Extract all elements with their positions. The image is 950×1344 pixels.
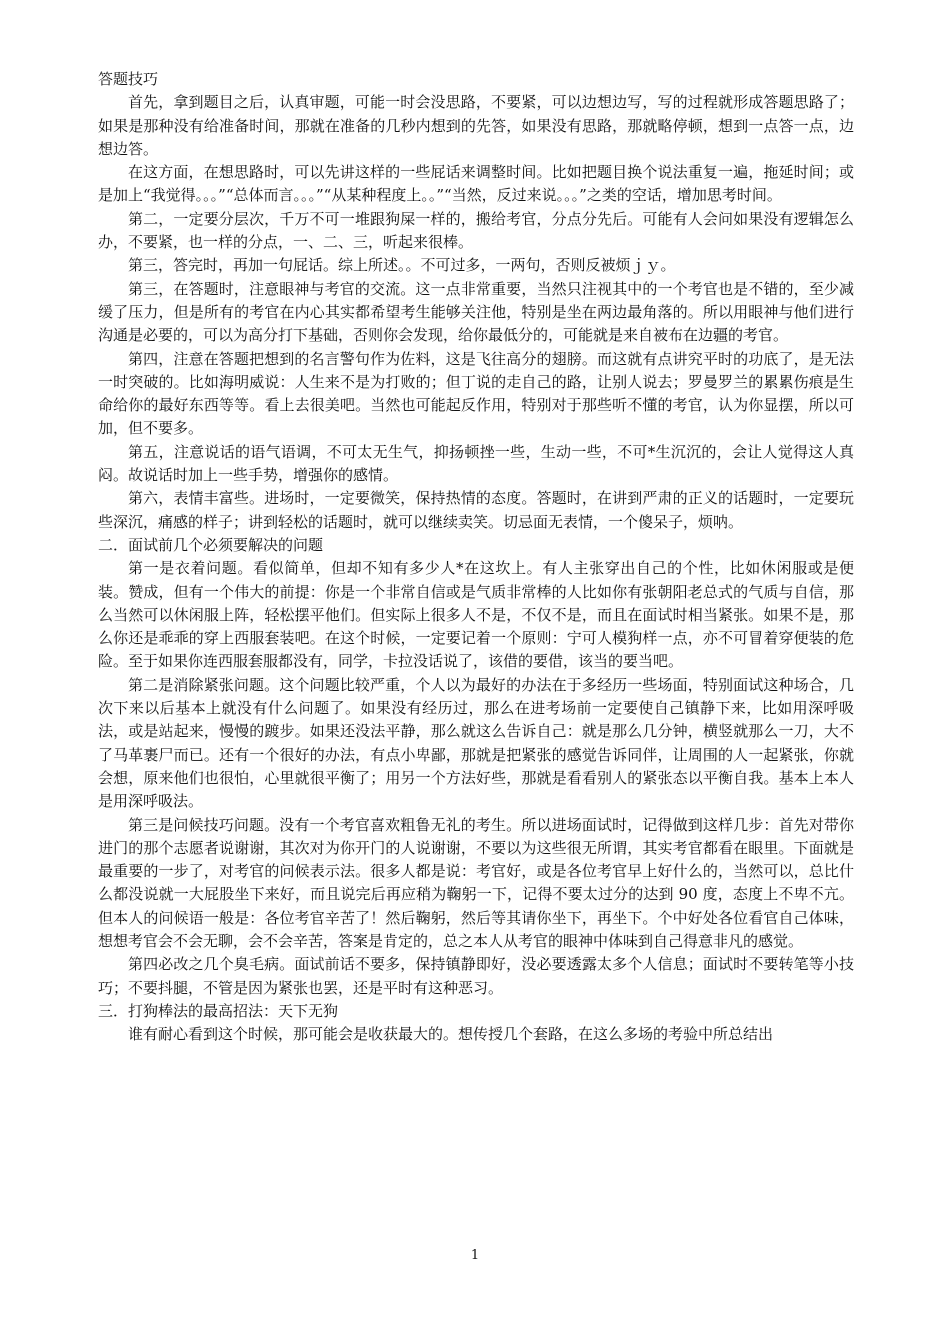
paragraph: 第三，答完时，再加一句屁话。综上所述。。不可过多，一两句，否则反被烦ｊｙ。 bbox=[128, 256, 676, 275]
paragraph: 在这方面，在想思路时，可以先讲这样的一些屁话来调整时间。比如把题目换个说法重复一遍，拖延时间；或是加上“我觉得。。。”“总体而言。。。”“从某种程度上。。”“当然，反过来说。。。”之类的空话，增加思考时间。 bbox=[98, 163, 854, 205]
paragraph: 第四，注意在答题把想到的名言警句作为佐料，这是飞往高分的翅膀。而这就有点讲究平时的功底了，是无法一时突破的。比如海明威说：人生来不是为打败的；但丁说的走自己的路，让别人说去；罗曼罗兰的累累伤痕是生命给你的最好东西等等。看上去很美吧。当然也可能起反作用，特别对于那些听不懂的考官，认为你显摆，所以可加，但不要多。 bbox=[98, 349, 854, 438]
paragraph: 第六，表情丰富些。进场时，一定要微笑，保持热情的态度。答题时，在讲到严肃的正义的话题时，一定要玩些深沉，痛感的样子；讲到轻松的话题时，就可以继续卖笑。切忌面无表情，一个傻呆子，烦呐。 bbox=[98, 489, 854, 531]
section-title-answer-skills: 答题技巧 bbox=[98, 70, 159, 88]
paragraph: 第二，一定要分层次，千万不可一堆跟狗屎一样的，搬给考官，分点分先后。可能有人会问如果没有逻辑怎么办，不要紧，也一样的分点，一、二、三，听起来很棒。 bbox=[98, 209, 854, 252]
paragraph: 第五，注意说话的语气语调，不可太无生气，抑扬顿挫一些，生动一些，不可*生沉沉的，会让人觉得这人真闷。故说话时加上一些手势，增强你的感情。 bbox=[98, 442, 854, 485]
paragraph: 第二是消除紧张问题。这个问题比较严重，个人以为最好的办法在于多经历一些场面，特别面试这种场合，几次下来以后基本上就没有什么问题了。如果没有经历过，那么在进考场前一定要使自己镇静下来，比如用深呼吸法，或是站起来，慢慢的踱步。如果还没法平静，那么就这么告诉自己：就是那么几分钟，横竖就那么一刀，大不了马革裹尸而已。还有一个很好的办法，有点小卑鄙，那就是把紧张的感觉告诉同伴，让周围的人一起紧张，你就会想，原来他们也很怕，心里就很平衡了；用另一个方法好些，那就是看看别人的紧张态以平衡自我。基本上本人是用深呼吸法。 bbox=[98, 675, 854, 811]
section-title-pre-interview-issues: 二．面试前几个必须要解决的问题 bbox=[98, 535, 324, 554]
document-body bbox=[98, 68, 854, 1046]
paragraph: 首先，拿到题目之后，认真审题，可能一时会没思路，不要紧，可以边想边写，写的过程就形成答题思路了；如果是那种没有给准备时间，那就在准备的几秒内想到的先答，如果没有思路，那就略停顿，想到一点答一点，边想边答。 bbox=[98, 93, 854, 158]
page-number: 1 bbox=[470, 1248, 480, 1263]
section-title-ultimate-technique: 三．打狗棒法的最高招法：天下无狗 bbox=[98, 1001, 339, 1020]
paragraph: 第一是衣着问题。看似简单，但却不知有多少人*在这坎上。有人主张穿出自己的个性，比如休闲服或是便装。赞成，但有一个伟大的前提：你是一个非常自信或是气质非常棒的人比如你有张朝阳老总式的气质与自信，那么当然可以休闲服上阵，轻松摆平他们。但实际上很多人不是，不仅不是，而且在面试时相当紧张。如果不是，那么你还是乖乖的穿上西服套装吧。在这个时候，一定要记着一个原则：宁可人模狗样一点，亦不可冒着穿便装的危险。至于如果你连西服套服都没有，同学，卡拉没话说了，该借的要借，该当的要当吧。 bbox=[98, 559, 854, 671]
paragraph: 第三，在答题时，注意眼神与考官的交流。这一点非常重要，当然只注视其中的一个考官也是不错的，至少减缓了压力，但是所有的考官在内心其实都希望考生能够关注他，特别是坐在两边最角落的。所以用眼神与他们进行沟通是必要的，可以为高分打下基础，否则你会发现，给你最低分的，可能就是来自被布在边疆的考官。 bbox=[98, 279, 854, 345]
paragraph: 第三是问候技巧问题。没有一个考官喜欢粗鲁无礼的考生。所以进场面试时，记得做到这样几步：首先对带你进门的那个志愿者说谢谢，其次对为你开门的人说谢谢，不要以为这些很无所谓，其实考官都看在眼里。下面就是最重要的一步了，对考官的问候表示法。很多人都是说：考官好，或是各位考官早上好什么的，当然可以，总比什么都没说就一大屁股坐下来好，而且说完后再应稍为鞠躬一下，记得不要太过分的达到 90 度，态度上不卑不亢。但本人的问候语一般是：各位考官辛苦了！然后鞠躬，然后等其请你坐下，再坐下。个中好处各位看官自己体味，想想考官会不会无聊，会不会辛苦，答案是肯定的，总之本人从考官的眼神中体味到自己得意非凡的感觉。 bbox=[98, 815, 854, 950]
paragraph: 第四必改之几个臭毛病。面试前话不要多，保持镇静即好，没必要透露太多个人信息；面试时不要转笔等小技巧；不要抖腿，不管是因为紧张也罢，还是平时有这种恶习。 bbox=[98, 955, 854, 997]
paragraph: 谁有耐心看到这个时候，那可能会是收获最大的。想传授几个套路，在这么多场的考验中所总结出 bbox=[128, 1025, 774, 1044]
